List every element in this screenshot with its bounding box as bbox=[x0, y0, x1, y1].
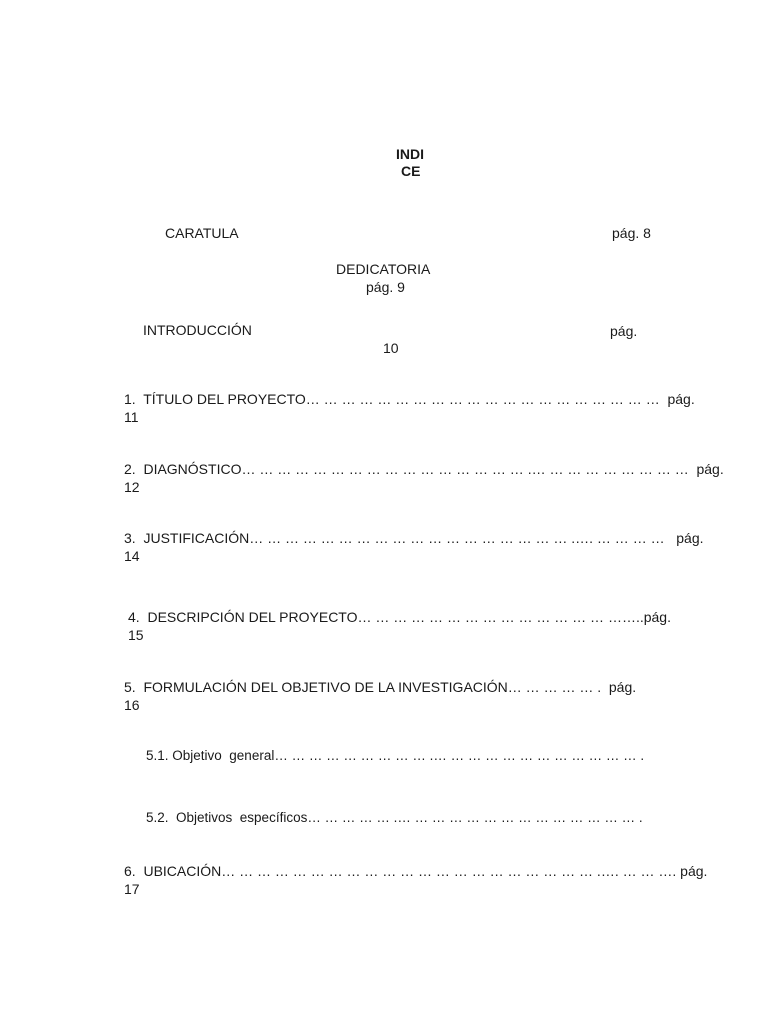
ubicacion-entry: 6. UBICACIÓN… … … … … … … … … … … … … … … … … … … … … .…. … … …. pág. bbox=[124, 863, 708, 879]
descripcion-page-number: 15 bbox=[128, 627, 144, 643]
objetivo-general-entry: 5.1. Objetivo general… … … … … … … … … .… … … … … … … … … … … … . bbox=[146, 748, 645, 763]
diagnostico-page-number: 12 bbox=[124, 479, 140, 495]
introduccion-label: INTRODUCCIÓN bbox=[143, 322, 252, 338]
index-title-line-1: INDI bbox=[396, 146, 424, 162]
objetivos-especificos-entry: 5.2. Objetivos específicos… … … … … .… … … … … … … … … … … … … … . bbox=[146, 810, 643, 825]
caratula-page: pág. 8 bbox=[612, 225, 651, 241]
formulacion-entry: 5. FORMULACIÓN DEL OBJETIVO DE LA INVESTIGACIÓN… … … … … . pág. bbox=[124, 679, 637, 695]
justificacion-entry: 3. JUSTIFICACIÓN… … … … … … … … … … … … … … … … … … .…. … … … … pág. bbox=[124, 530, 704, 546]
titulo-entry: 1. TÍTULO DEL PROYECTO… … … … … … … … … … … … … … … … … … … … pág. bbox=[124, 391, 695, 407]
diagnostico-entry: 2. DIAGNÓSTICO… … … … … … … … … … … … … … … … .… … … … … … … … … pág. bbox=[124, 461, 724, 477]
dedicatoria-page: pág. 9 bbox=[366, 279, 405, 295]
ubicacion-page-number: 17 bbox=[124, 881, 140, 897]
descripcion-entry: 4. DESCRIPCIÓN DEL PROYECTO… … … … … … … … … … … … … … ……..pág. bbox=[128, 609, 671, 625]
titulo-page-number: 11 bbox=[124, 409, 139, 425]
formulacion-page-number: 16 bbox=[124, 697, 140, 713]
justificacion-page-number: 14 bbox=[124, 548, 140, 564]
introduccion-page-number: 10 bbox=[383, 340, 399, 356]
dedicatoria-label: DEDICATORIA bbox=[336, 261, 431, 277]
caratula-label: CARATULA bbox=[165, 225, 239, 241]
introduccion-page-word: pág. bbox=[610, 323, 638, 339]
index-title-line-2: CE bbox=[401, 163, 421, 179]
